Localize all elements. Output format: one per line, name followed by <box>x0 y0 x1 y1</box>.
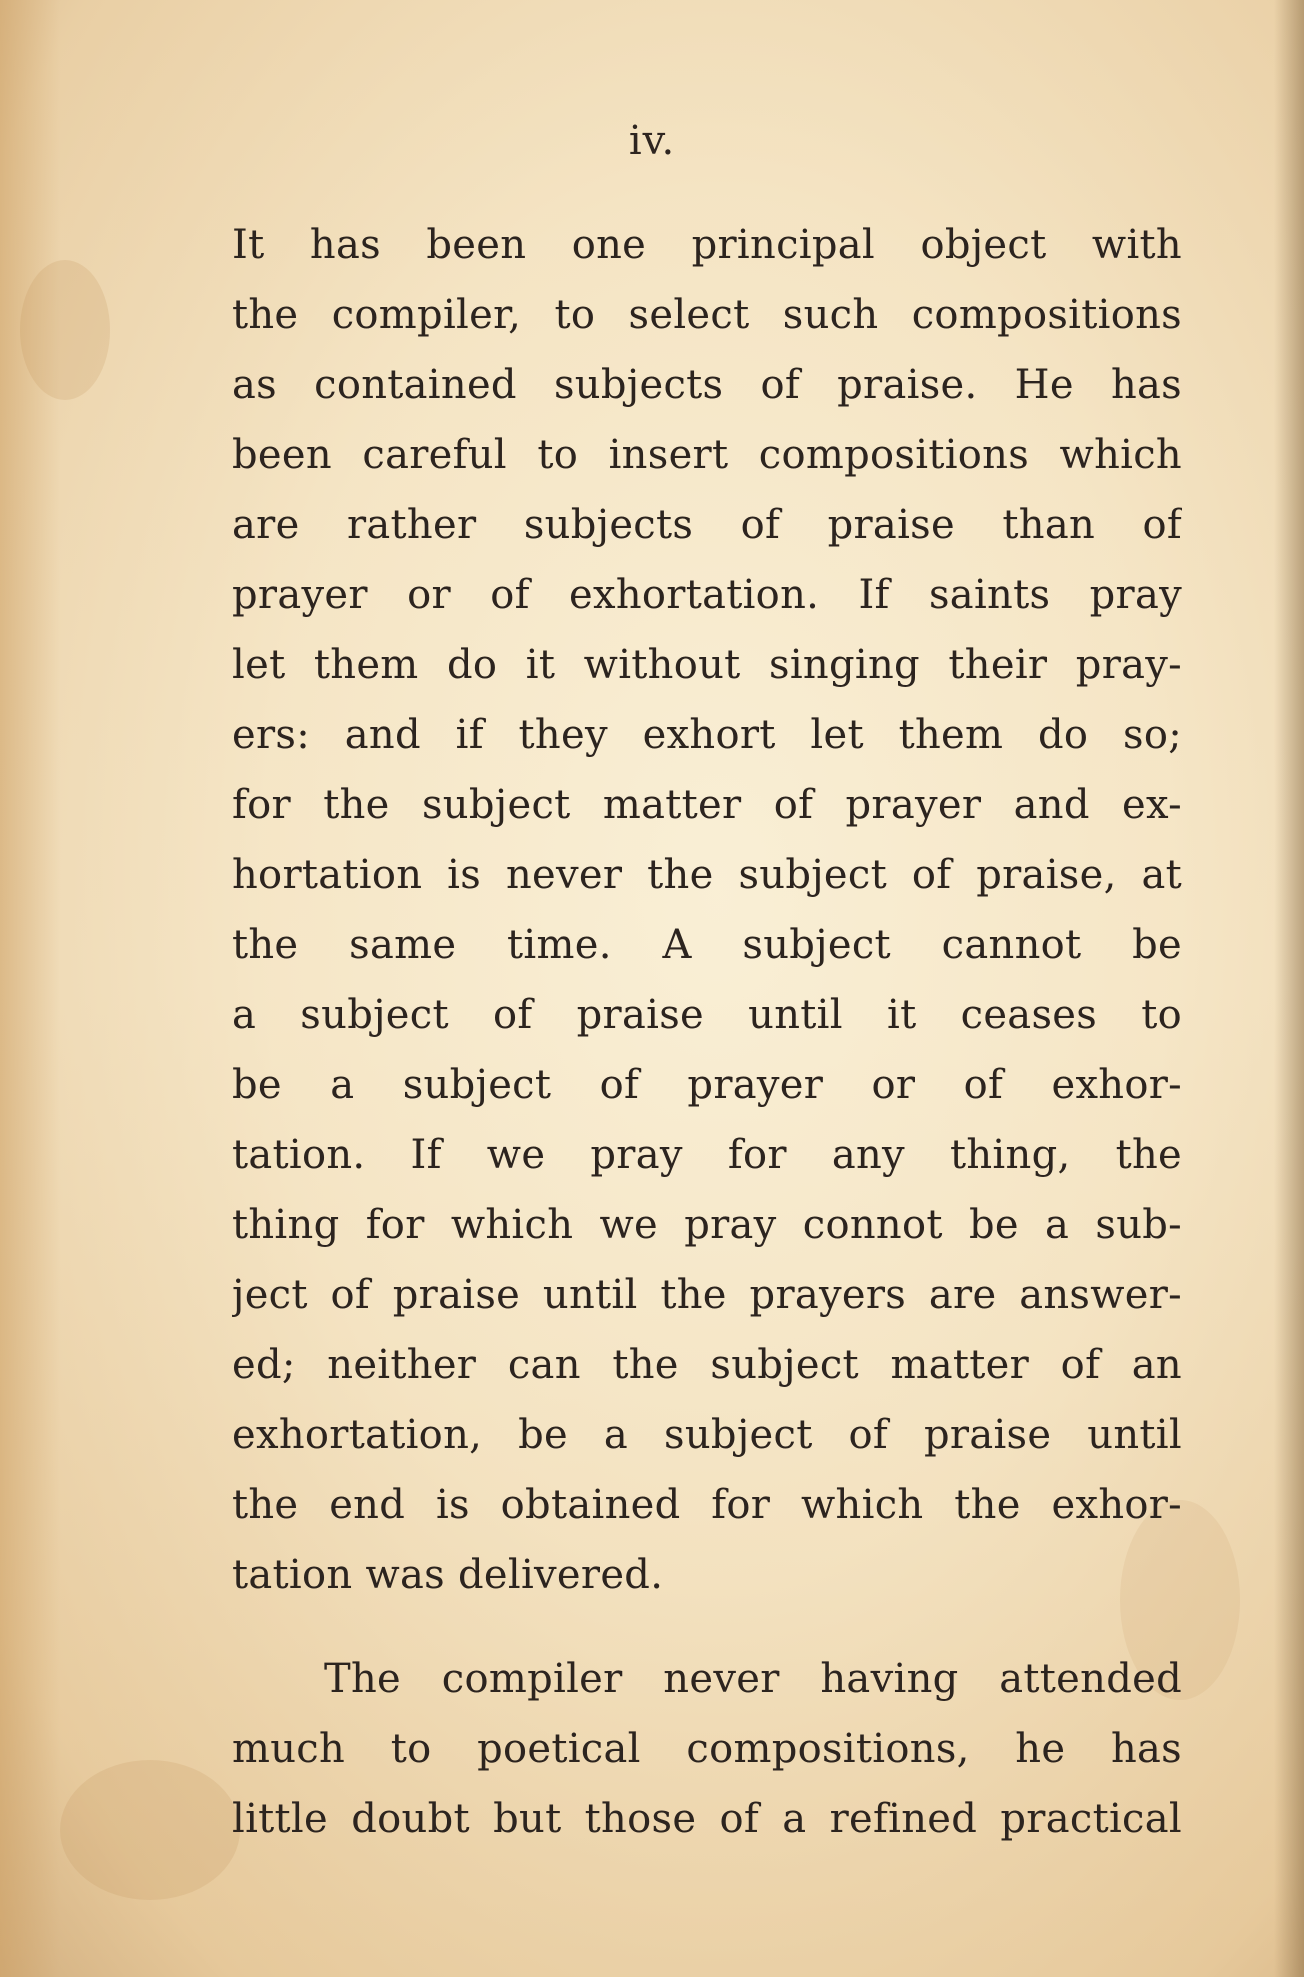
text-line: hortation is never the subject of praise, at <box>232 852 1182 898</box>
text-line: thing for which we pray connot be a sub- <box>232 1202 1182 1248</box>
text-line: much to poetical compositions, he has <box>232 1726 1182 1772</box>
text-line: tation. If we pray for any thing, the <box>232 1132 1182 1178</box>
text-line: exhortation, be a subject of praise until <box>232 1412 1182 1458</box>
page-body <box>232 210 1182 1854</box>
text-line: It has been one principal object with <box>232 222 1182 268</box>
paper-stain <box>20 260 110 400</box>
text-line: as contained subjects of praise. He has <box>232 362 1182 408</box>
text-line: tation was delivered. <box>232 1552 664 1598</box>
text-line: The compiler never having attended <box>324 1656 1182 1702</box>
text-line: prayer or of exhortation. If saints pray <box>232 572 1182 618</box>
text-line: ject of praise until the prayers are answer- <box>232 1272 1182 1318</box>
paragraph-1 <box>232 210 1182 1610</box>
paragraph-2 <box>232 1644 1182 1854</box>
text-line: are rather subjects of praise than of <box>232 502 1182 548</box>
text-line: ed; neither can the subject matter of an <box>232 1342 1182 1388</box>
text-line: been careful to insert compositions which <box>232 432 1182 478</box>
text-line: ers: and if they exhort let them do so; <box>232 712 1182 758</box>
text-line: the same time. A subject cannot be <box>232 922 1182 968</box>
paper-stain <box>60 1760 240 1900</box>
text-line: little doubt but those of a refined practical <box>232 1796 1182 1842</box>
page-number: iv. <box>628 118 676 164</box>
text-line: the compiler, to select such compositions <box>232 292 1182 338</box>
text-line: be a subject of prayer or of exhor- <box>232 1062 1182 1108</box>
text-line: let them do it without singing their pray- <box>232 642 1182 688</box>
text-line: a subject of praise until it ceases to <box>232 992 1182 1038</box>
text-line: for the subject matter of prayer and ex- <box>232 782 1182 828</box>
text-line: the end is obtained for which the exhor- <box>232 1482 1182 1528</box>
